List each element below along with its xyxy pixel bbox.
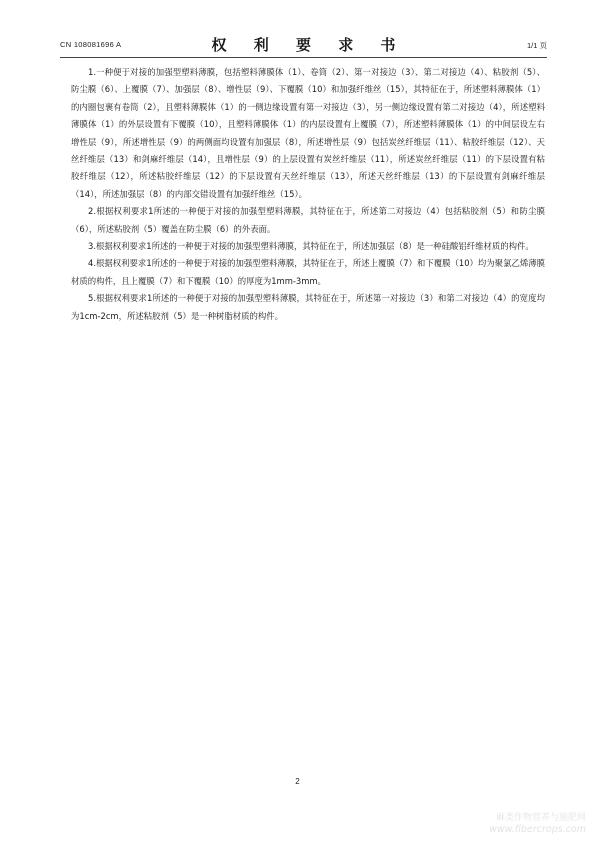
claim-2: 2.根据权利要求1所述的一种便于对接的加强型塑料薄膜，其特征在于，所述第二对接边（4）包括粘胶剂（5）和防尘膜（6），所述粘胶剂（5）覆盖在防尘膜（6）的外表面。 (71, 206, 545, 234)
document-title: 权 利 要 求 书 (211, 36, 407, 54)
header-divider (60, 57, 547, 58)
claim-4: 4.根据权利要求1所述的一种便于对接的加强型塑料薄膜，其特征在于，所述上覆膜（7）和下覆膜（10）均为聚氯乙烯薄膜材质的构件，且上覆膜（7）和下覆膜（10）的厚度为1mm-3mm。 (71, 258, 545, 286)
publication-number: CN 108081696 A (60, 40, 122, 49)
page-header (60, 34, 547, 56)
claim-1: 1.一种便于对接的加强型塑料薄膜，包括塑料薄膜体（1）、卷筒（2）、第一对接边（3）、第二对接边（4）、粘胶剂（5）、防尘膜（6）、上覆膜（7）、加强层（8）、增性层（9）、下覆膜（10）和加强纤维丝（15），其特征在于，所述塑料薄膜体（1）的内圈包裹有卷筒（2），且塑料薄膜体（1）的一侧边缘设置有第一对接边（3），另一侧边缘设置有第二对接边（4），所述塑料薄膜体（1）的外层设置有下覆膜（10），且塑料薄膜体（1）的内层设置有上覆膜（7），所述塑料薄膜体（1）的中间层设左右增性层（9），所述增性层（9）的两侧面均设置有加强层（8），所述增性层（9）包括炭丝纤维层（11）、粘胶纤维层（12）、天丝纤维层（13）和剑麻纤维层（14），且增性层（9）的上层设置有炭丝纤维层（11），所述炭丝纤维层（11）的下层设置有粘胶纤维层（12），所述粘胶纤维层（12）的下层设置有天丝纤维层（13），所述天丝纤维层（13）的下层设置有剑麻纤维层（14），所述加强层（8）的内部交错设置有加强纤维丝（15）。 (71, 67, 545, 199)
watermark-text: 麻类作物营养与施肥网 (495, 813, 586, 823)
watermark-url: www.fibercrops.com (489, 824, 586, 835)
page-number: 2 (295, 777, 300, 786)
claim-5: 5.根据权利要求1所述的一种便于对接的加强型塑料薄膜，其特征在于，所述第一对接边（3）和第二对接边（4）的宽度均为1cm-2cm，所述粘胶剂（5）是一种树脂材质的构件。 (71, 293, 545, 321)
watermark (489, 812, 586, 836)
claims-body (71, 64, 545, 325)
claim-3: 3.根据权利要求1所述的一种便于对接的加强型塑料薄膜，其特征在于，所述加强层（8）是一种硅酸铝纤维材质的构件。 (88, 241, 534, 252)
page-count: 1/1 页 (526, 41, 547, 50)
